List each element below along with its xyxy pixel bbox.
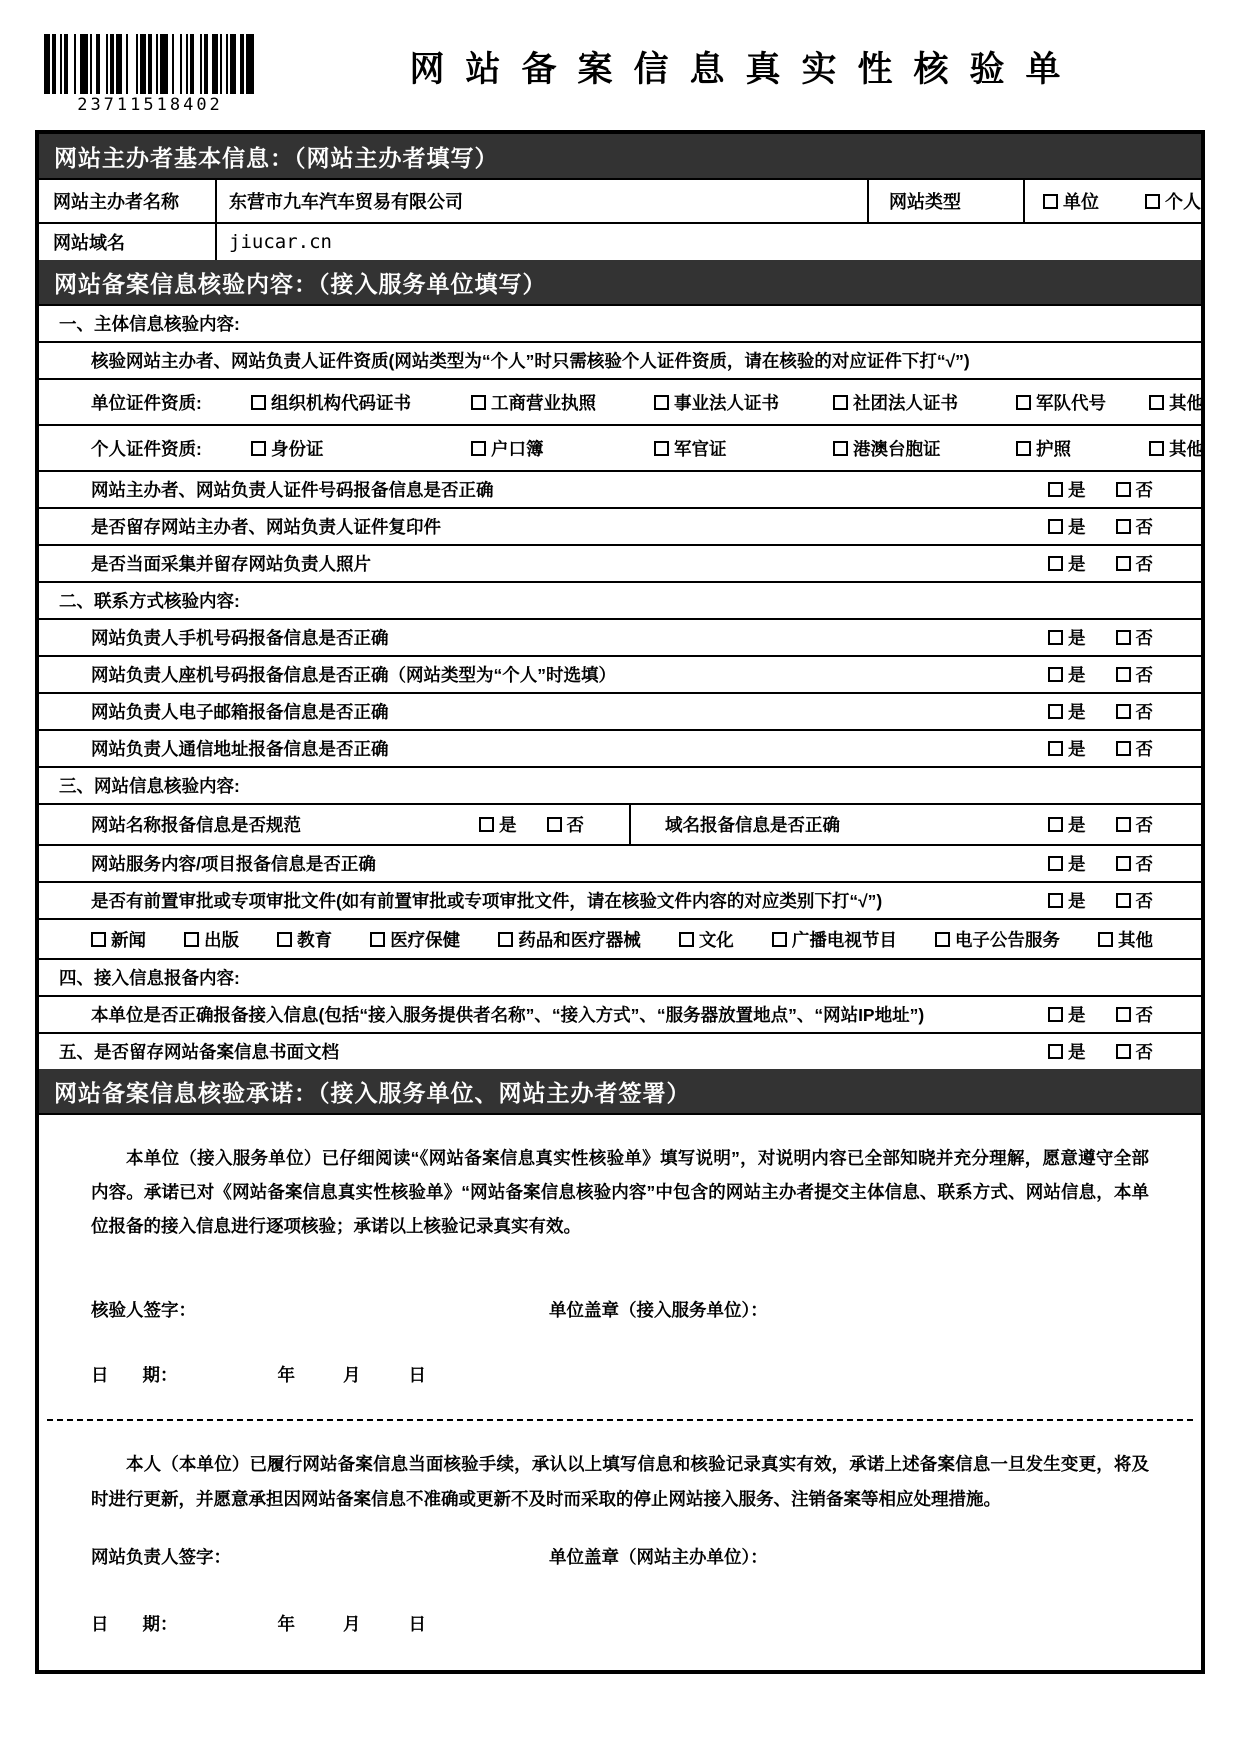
checkbox-military-code[interactable] [1016, 395, 1031, 410]
checkbox-no[interactable] [1116, 741, 1131, 756]
no-option[interactable]: 否 [1116, 514, 1154, 539]
personal-cert-option[interactable]: 户口簿 [471, 436, 654, 461]
barcode-icon [44, 34, 256, 94]
yes-option[interactable]: 是 [1048, 551, 1086, 576]
barcode-block [35, 26, 265, 115]
no-option[interactable]: 否 [1116, 736, 1154, 761]
checkbox-yes[interactable] [1048, 519, 1063, 534]
checkbox-healthcare[interactable] [370, 932, 385, 947]
category-option[interactable]: 教育 [277, 927, 332, 952]
checkbox-no[interactable] [547, 817, 562, 832]
checkbox-personal-other[interactable] [1149, 441, 1164, 456]
organizer-name-label: 网站主办者名称 [39, 180, 217, 222]
pledge-section [39, 1113, 1201, 1670]
question-row-cert-number: 网站主办者、网站负责人证件号码报备信息是否正确 是 否 [39, 470, 1201, 507]
category-option[interactable]: 文化 [679, 927, 734, 952]
checkbox-no[interactable] [1116, 556, 1131, 571]
pledge-paragraph-isp: 本单位（接入服务单位）已仔细阅读“《网站备案信息真实性核验单》填写说明”，对说明内容已全部知晓并充分理解，愿意遵守全部内容。承诺已对《网站备案信息真实性核验单》“网站备案信息核验内容”中包含的网站主办者提交主体信息、联系方式、网站信息，本单位报备的接入信息进行逐项核验；承诺以上核验记录真实有效。 [91, 1148, 1149, 1237]
question-domain-correct: 域名报备信息是否正确 是 否 [631, 805, 1201, 844]
barcode-number: 23711518402 [77, 95, 223, 115]
site-type-label: 网站类型 [869, 180, 1025, 222]
organizer-date-row: 日 期： 年 月 日 [91, 1613, 426, 1634]
checkbox-military-officer-cert[interactable] [654, 441, 669, 456]
checkbox-no[interactable] [1116, 482, 1131, 497]
organizer-seal-label[interactable]: 单位盖章（网站主办单位）： [549, 1546, 768, 1567]
dashed-divider [47, 1419, 1193, 1421]
yes-option[interactable]: 是 [1048, 662, 1086, 687]
question-row-preapproval: 是否有前置审批或专项审批文件(如有前置审批或专项审批文件，请在核验文件内容的对应类别下打“√”) 是 否 [39, 881, 1201, 918]
isp-signature-row [91, 1297, 1149, 1322]
personal-cert-option[interactable]: 军官证 [654, 436, 833, 461]
yes-option[interactable]: 是 [1048, 514, 1086, 539]
category-option[interactable]: 广播电视节目 [772, 927, 897, 952]
category-option[interactable]: 电子公告服务 [935, 927, 1060, 952]
checkbox-no[interactable] [1116, 893, 1131, 908]
section-band-basic-info: 网站主办者基本信息：（网站主办者填写） [39, 134, 1201, 178]
question-sitename: 网站名称报备信息是否规范 是 否 [39, 805, 631, 844]
unit-cert-label: 单位证件资质: [91, 392, 202, 413]
checkbox-yes[interactable] [1048, 667, 1063, 682]
verification-form [35, 130, 1205, 1674]
checkbox-yes[interactable] [1048, 704, 1063, 719]
checkbox-business-license[interactable] [471, 395, 486, 410]
checkbox-yes[interactable] [1048, 741, 1063, 756]
no-option[interactable]: 否 [1116, 699, 1154, 724]
checkbox-site-type-unit[interactable] [1043, 194, 1058, 209]
unit-cert-option[interactable]: 其他 [1149, 390, 1204, 415]
personal-cert-option[interactable]: 身份证 [251, 436, 471, 461]
question-row-email: 网站负责人电子邮箱报备信息是否正确 是 否 [39, 692, 1201, 729]
part1-title: 一、主体信息核验内容: [39, 304, 1201, 341]
isp-seal-label[interactable]: 单位盖章（接入服务单位）： [549, 1300, 768, 1321]
checkbox-yes[interactable] [1048, 856, 1063, 871]
no-option[interactable]: 否 [547, 812, 585, 837]
question-row-landline: 网站负责人座机号码报备信息是否正确（网站类型为“个人”时选填） 是 否 [39, 655, 1201, 692]
part4-title: 四、接入信息报备内容: [39, 958, 1201, 995]
no-option[interactable]: 否 [1116, 625, 1154, 650]
checkbox-site-type-personal[interactable] [1145, 194, 1160, 209]
page-title: 网站备案信息真实性核验单 [409, 50, 1082, 89]
checkbox-yes[interactable] [479, 817, 494, 832]
isp-date-row: 日 期： 年 月 日 [91, 1365, 426, 1386]
site-type-options [1025, 180, 1201, 222]
no-option[interactable]: 否 [1116, 477, 1154, 502]
domain-value[interactable]: jiucar.cn [229, 231, 332, 253]
unit-cert-option[interactable]: 组织机构代码证书 [251, 390, 471, 415]
part5-title-row: 五、是否留存网站备案信息书面文档 是 否 [39, 1032, 1201, 1069]
part3-title: 三、网站信息核验内容: [39, 766, 1201, 803]
checkbox-no[interactable] [1116, 1044, 1131, 1059]
pledge-paragraph-organizer: 本人（本单位）已履行网站备案信息当面核验手续，承认以上填写信息和核验记录真实有效，承诺上述备案信息一旦发生变更，将及时进行更新，并愿意承担因网站备案信息不准确或更新不及时而采取的停止网站接入服务、注销备案等相应处理措施。 [91, 1454, 1149, 1509]
category-option[interactable]: 医疗保健 [370, 927, 460, 952]
personal-cert-option[interactable]: 港澳台胞证 [833, 436, 1016, 461]
question-row-mobile: 网站负责人手机号码报备信息是否正确 是 否 [39, 618, 1201, 655]
checkbox-category-other[interactable] [1098, 932, 1113, 947]
part2-title: 二、联系方式核验内容: [39, 581, 1201, 618]
checkbox-no[interactable] [1116, 519, 1131, 534]
checkbox-social-org-cert[interactable] [833, 395, 848, 410]
yes-option[interactable]: 是 [1048, 699, 1086, 724]
personal-cert-label: 个人证件资质: [91, 438, 202, 459]
checkbox-household-register[interactable] [471, 441, 486, 456]
checkbox-yes[interactable] [1048, 817, 1063, 832]
yes-option[interactable]: 是 [1048, 736, 1086, 761]
checkbox-yes[interactable] [1048, 482, 1063, 497]
verifier-signature-label[interactable]: 核验人签字： [91, 1300, 196, 1321]
checkbox-bbs[interactable] [935, 932, 950, 947]
question-row-service: 网站服务内容/项目报备信息是否正确 是 否 [39, 844, 1201, 881]
checkbox-drugs-devices[interactable] [498, 932, 513, 947]
yes-option[interactable]: 是 [479, 812, 517, 837]
checkbox-no[interactable] [1116, 1007, 1131, 1022]
checkbox-yes[interactable] [1048, 556, 1063, 571]
sitename-domain-row [39, 803, 1201, 844]
checkbox-news[interactable] [91, 932, 106, 947]
yes-option[interactable]: 是 [1048, 1039, 1086, 1064]
checkbox-hmt-pass[interactable] [833, 441, 848, 456]
site-manager-signature-label[interactable]: 网站负责人签字： [91, 1546, 231, 1567]
document-header [35, 26, 1205, 126]
domain-row [39, 222, 1201, 260]
approval-categories-row [39, 918, 1201, 958]
organizer-name-row [39, 178, 1201, 222]
question-row-cert-copy: 是否留存网站主办者、网站负责人证件复印件 是 否 [39, 507, 1201, 544]
checkbox-education[interactable] [277, 932, 292, 947]
question-row-address: 网站负责人通信地址报备信息是否正确 是 否 [39, 729, 1201, 766]
checkbox-publishing[interactable] [184, 932, 199, 947]
checkbox-yes[interactable] [1048, 893, 1063, 908]
checkbox-no[interactable] [1116, 667, 1131, 682]
checkbox-yes[interactable] [1048, 1044, 1063, 1059]
checkbox-yes[interactable] [1048, 1007, 1063, 1022]
checkbox-institution-cert[interactable] [654, 395, 669, 410]
checkbox-org-code-cert[interactable] [251, 395, 266, 410]
unit-cert-option[interactable]: 事业法人证书 [654, 390, 833, 415]
checkbox-no[interactable] [1116, 856, 1131, 871]
section-band-verify-content: 网站备案信息核验内容：（接入服务单位填写） [39, 260, 1201, 304]
yes-option[interactable]: 是 [1048, 888, 1086, 913]
yes-option[interactable]: 是 [1048, 812, 1086, 837]
checkbox-passport[interactable] [1016, 441, 1031, 456]
site-type-option-personal[interactable]: 个人 [1145, 188, 1201, 214]
question-row-access-info: 本单位是否正确报备接入信息(包括“接入服务提供者名称”、“接入方式”、“服务器放置地点”、“网站IP地址”) 是 否 [39, 995, 1201, 1032]
category-option[interactable]: 新闻 [91, 927, 146, 952]
yes-option[interactable]: 是 [1048, 851, 1086, 876]
organizer-name-value[interactable]: 东营市九车汽车贸易有限公司 [217, 180, 869, 222]
question-row-photo: 是否当面采集并留存网站负责人照片 是 否 [39, 544, 1201, 581]
no-option[interactable]: 否 [1116, 812, 1154, 837]
organizer-signature-row [91, 1544, 1149, 1569]
category-option[interactable]: 出版 [184, 927, 239, 952]
section-band-pledge: 网站备案信息核验承诺：（接入服务单位、网站主办者签署） [39, 1069, 1201, 1113]
checkbox-culture[interactable] [679, 932, 694, 947]
no-option[interactable]: 否 [1116, 662, 1154, 687]
yes-option[interactable]: 是 [1048, 625, 1086, 650]
cert-note-row: 核验网站主办者、网站负责人证件资质(网站类型为“个人”时只需核验个人证件资质，请在核验的对应证件下打“√”) [39, 341, 1201, 378]
checkbox-yes[interactable] [1048, 630, 1063, 645]
yes-option[interactable]: 是 [1048, 1002, 1086, 1027]
domain-label: 网站域名 [39, 224, 217, 260]
no-option[interactable]: 否 [1116, 551, 1154, 576]
category-option[interactable]: 其他 [1098, 927, 1153, 952]
yes-option[interactable]: 是 [1048, 477, 1086, 502]
checkbox-no[interactable] [1116, 630, 1131, 645]
no-option[interactable]: 否 [1116, 1039, 1154, 1064]
unit-cert-option[interactable]: 军队代号 [1016, 390, 1149, 415]
personal-cert-row [39, 424, 1204, 470]
checkbox-no[interactable] [1116, 704, 1131, 719]
no-option[interactable]: 否 [1116, 1002, 1154, 1027]
checkbox-unit-other[interactable] [1149, 395, 1164, 410]
personal-cert-option[interactable]: 护照 [1016, 436, 1149, 461]
checkbox-no[interactable] [1116, 817, 1131, 832]
no-option[interactable]: 否 [1116, 851, 1154, 876]
no-option[interactable]: 否 [1116, 888, 1154, 913]
site-type-option-unit[interactable]: 单位 [1043, 188, 1099, 214]
unit-cert-option[interactable]: 工商营业执照 [471, 390, 654, 415]
personal-cert-option[interactable]: 其他 [1149, 436, 1204, 461]
checkbox-broadcast[interactable] [772, 932, 787, 947]
unit-cert-row [39, 378, 1204, 424]
unit-cert-option[interactable]: 社团法人证书 [833, 390, 1016, 415]
checkbox-id-card[interactable] [251, 441, 266, 456]
category-option[interactable]: 药品和医疗器械 [498, 927, 641, 952]
